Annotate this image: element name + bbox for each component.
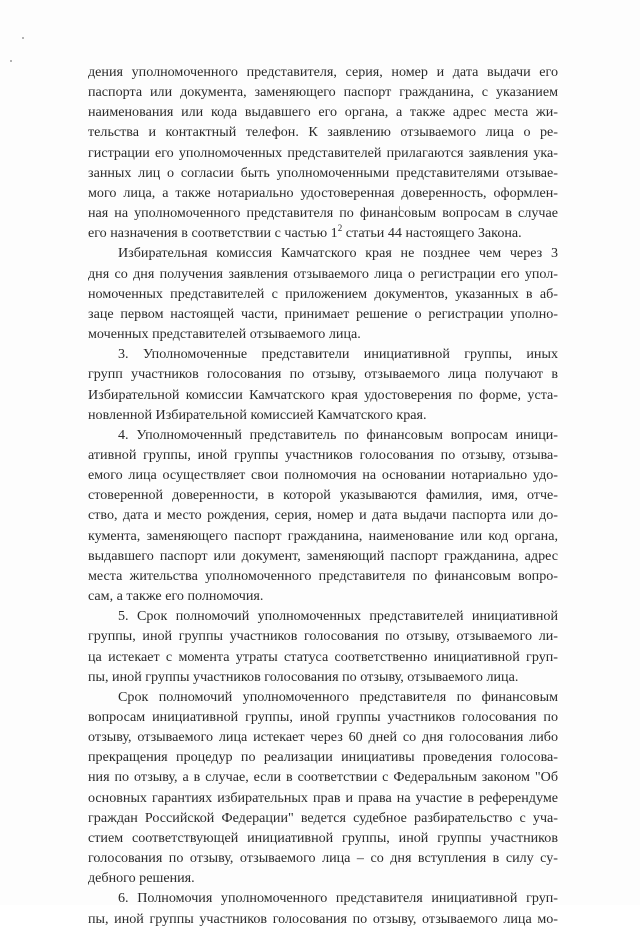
text-line: новленной Избирательной комиссией Камчатского края.	[88, 406, 427, 423]
text-line: ство, дата и место рождения, серия, номер и дата выдачи паспорта или до-	[88, 507, 558, 524]
text-line: отзыву, отзываемого лица истекает через 60 дней со дня голосования либо	[88, 729, 558, 746]
text-line: емого лица осуществляет свои полномочия на основании нотариально удо-	[88, 467, 558, 484]
text-line: мого лица, а также нотариально удостоверенная доверенность, оформлен-	[88, 184, 558, 201]
text-line: голосования по отзыву, отзываемого лица – со дня вступления в силу су-	[88, 850, 558, 867]
paragraph-p5	[88, 606, 558, 687]
text-line: наименования или кода выдавшего его органа, а также адрес места жи-	[88, 104, 558, 121]
text-line: пы, иной группы участников голосования по отзыву, отзываемого лица мо-	[88, 910, 558, 927]
text-line: 4. Уполномоченный представитель по финансовым вопросам иници-	[118, 426, 558, 443]
text-line: тельства и контактный телефон. К заявлению отзываемого лица о ре-	[88, 124, 558, 141]
text-line: ная на уполномоченного представителя по финансовым вопросам в случае	[88, 205, 558, 222]
text-line: гистрации его уполномоченных представителей прилагаются заявления ука-	[88, 144, 558, 161]
text-line: группы, иной группы участников голосования по отзыву, отзываемого ли-	[88, 628, 558, 645]
text-line: групп участников голосования по отзыву, отзываемого лица получают в	[88, 366, 558, 383]
text-line: занных лиц о согласии быть уполномоченными представителями отзывае-	[88, 164, 558, 181]
paragraph-p1	[88, 62, 558, 243]
text-line: места жительства уполномоченного представителя по финансовым вопро-	[88, 567, 558, 584]
text-line: вопросам инициативной группы, иной группы участников голосования по	[88, 709, 558, 725]
text-line: моченных представителей отзываемого лица.	[88, 326, 361, 343]
text-line: ца истекает с момента утраты статуса соответственно инициативной груп-	[88, 648, 558, 665]
text-line: дения уполномоченного представителя, серия, номер и дата выдачи его	[88, 64, 558, 80]
text-line: 3. Уполномоченные представители инициативной группы, иных	[118, 346, 558, 363]
text-line: его назначения в соответствии с частью $1^2$ статьи 44 настоящего Закона.	[88, 223, 522, 242]
text-line: дня со дня получения заявления отзываемого лица о регистрации его упол-	[88, 265, 558, 282]
text-line: дебного решения.	[88, 870, 195, 887]
text-line: паспорта или документа, заменяющего паспорт гражданина, с указанием	[88, 84, 558, 101]
text-line: основных гарантиях избирательных прав и права на участие в референдуме	[88, 789, 558, 806]
paragraph-p6	[88, 687, 558, 889]
text-line: номоченных представителей с приложением документов, указанных в аб-	[88, 285, 558, 302]
paragraph-p4	[88, 425, 558, 606]
paragraph-p7	[88, 888, 558, 928]
text-line: граждан Российской Федерации" ведется судебное разбирательство с уча-	[88, 809, 558, 826]
text-line: 6. Полномочия уполномоченного представителя инициативной груп-	[118, 890, 558, 907]
superscript: 2	[337, 223, 343, 234]
text-line: стием соответствующей инициативной группы, иной группы участников	[88, 829, 558, 846]
text-line: Избирательная комиссия Камчатского края не позднее чем через 3	[118, 245, 558, 262]
text-line: Избирательной комиссии Камчатского края удостоверения по форме, уста-	[88, 386, 558, 403]
text-line: стоверенной доверенности, в которой указываются фамилия, имя, отче-	[88, 487, 558, 504]
document-body	[88, 62, 558, 929]
text-line: кумента, заменяющего паспорт гражданина, наименование или код органа,	[88, 527, 558, 544]
text-line: заце первом настоящей части, принимает решение о регистрации уполно-	[88, 305, 558, 322]
text-line: пы, иной группы участников голосования по отзыву, отзываемого лица.	[88, 668, 519, 685]
text-line: ативной группы, иной группы участников голосования по отзыву, отзыва-	[88, 446, 558, 463]
scan-speck	[10, 60, 12, 62]
text-line: прекращения процедур по реализации инициативы проведения голосова-	[88, 749, 558, 766]
text-line: сам, а также его полномочия.	[88, 588, 264, 605]
paragraph-p2	[88, 243, 558, 344]
text-line: Срок полномочий уполномоченного представителя по финансовым	[118, 688, 558, 705]
text-line: выдавшего паспорт или документ, заменяющий паспорт гражданина, адрес	[88, 547, 558, 564]
scan-speck	[22, 37, 24, 39]
text-line: ния по отзыву, а в случае, если в соответствии с Федеральным законом "Об	[88, 769, 558, 786]
text-line: 5. Срок полномочий уполномоченных представителей инициативной	[118, 608, 558, 625]
paragraph-p3	[88, 344, 558, 425]
